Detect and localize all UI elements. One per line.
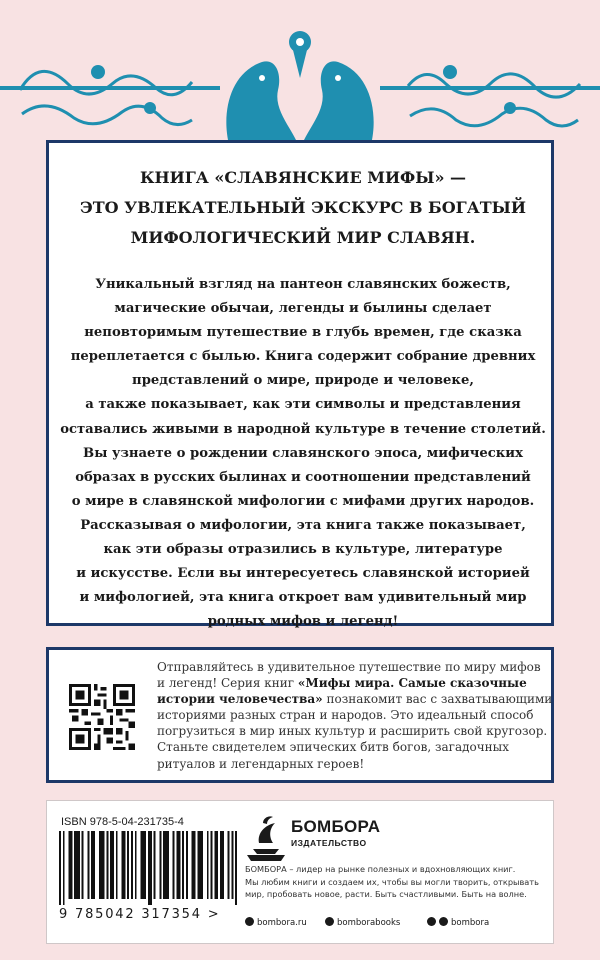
promo-line (157, 675, 549, 691)
barcode-bar (110, 831, 112, 899)
barcode-bar (116, 831, 118, 899)
barcode-bar (91, 831, 93, 899)
barcode-bar (167, 831, 169, 899)
vk-icon (427, 917, 436, 926)
barcode-bar (74, 831, 76, 899)
barcode-bar (76, 831, 78, 899)
isbn-label: ISBN 978-5-04-231735-4 (61, 816, 184, 828)
text-line: Вы узнаете о рождении славянского эпоса, мифических (83, 445, 523, 461)
barcode-bar (165, 831, 167, 899)
barcode-bar (68, 831, 70, 899)
barcode-bar (154, 831, 156, 899)
barcode-bar (106, 831, 108, 899)
barcode-digits: 9 785042 317354 > (59, 907, 221, 922)
promo-line: Отправляйтесь в удивительное путешествие по миру мифов (157, 660, 541, 674)
text-line: магические обычаи, легенды и былины сделает (114, 301, 492, 317)
qr-code-icon[interactable] (69, 684, 135, 750)
barcode-bar (220, 831, 222, 899)
social-link-vk-telegram[interactable] (427, 917, 489, 928)
barcode-bar (112, 831, 114, 899)
barcode-bar (199, 831, 201, 899)
publisher-description (245, 863, 545, 901)
barcode-bar (222, 831, 224, 899)
barcode-bar (228, 831, 230, 899)
text-line: о мире в славянской мифологии с мифами других народов. (71, 493, 535, 509)
series-promo-text (157, 659, 553, 772)
title-line: КНИГА «СЛАВЯНСКИЕ МИФЫ» — (139, 168, 467, 187)
bombora-logo-icon (245, 815, 287, 861)
text-line: оставались живыми в народной культуре в течение столетий. (60, 421, 546, 437)
barcode-bar (127, 831, 129, 899)
barcode-bar (78, 831, 80, 899)
barcode-bar (101, 831, 103, 899)
publisher-line: мир, пробовать новое, расти. Быть счастливыми. Быть на волне. (245, 889, 527, 899)
publisher-info-box (46, 800, 554, 944)
barcode-bar (163, 831, 165, 899)
text-line: образах в русских былинах и соотношении представлений (75, 469, 531, 485)
social-link-site[interactable] (245, 917, 307, 928)
text-line: Рассказывая о мифологии, эта книга также показывает, (80, 517, 526, 533)
barcode-icon (59, 831, 239, 905)
barcode-bar (201, 831, 203, 899)
barcode-bar (140, 831, 142, 899)
main-title (49, 163, 557, 253)
title-line: МИФОЛОГИЧЕСКИЙ МИР СЛАВЯН. (130, 228, 476, 247)
barcode-bar (186, 831, 188, 899)
barcode-bar (63, 831, 65, 905)
globe-icon (245, 917, 254, 926)
barcode-bar (87, 831, 89, 899)
series-promo-box (46, 647, 554, 783)
barcode-bar (142, 831, 144, 899)
social-link-label: bombora.ru (257, 918, 307, 928)
barcode-bar (123, 831, 125, 899)
barcode-bar (211, 831, 213, 899)
barcode-bar (235, 831, 237, 905)
promo-line: погрузиться в мир иных культур и расширить свой кругозор. (157, 724, 548, 739)
barcode-bar (159, 831, 161, 899)
text-line: представлений о мире, природе и человеке, (132, 373, 474, 389)
barcode-bar (182, 831, 184, 899)
publisher-line: Мы любим книги и создаем их, чтобы вы могли творить, открывать (245, 876, 539, 887)
promo-line: ритуалов и легендарных героев! (157, 756, 365, 771)
instagram-icon (325, 917, 334, 926)
barcode-bar (70, 831, 72, 899)
slavic-beasts-ornament-icon (0, 28, 600, 140)
text-line: а также показывает, как эти символы и представления (85, 397, 521, 413)
publisher-subtitle: ИЗДАТЕЛЬСТВО (291, 838, 367, 848)
text-line: переплетается с былью. Книга содержит собрание древних (70, 349, 536, 365)
barcode-bar (103, 831, 105, 899)
text-line: родных мифов и легенд! (207, 614, 399, 630)
main-description-text (49, 273, 557, 634)
text-line: Уникальный взгляд на пантеон славянских божеств, (95, 277, 511, 292)
text-line: и искусстве. Если вы интересуетесь славянской историей (76, 566, 530, 582)
text-line: и мифологией, эта книга откроет вам удивительный мир (79, 590, 527, 606)
promo-line: историями разных стран и народов. Это идеальный способ (157, 708, 534, 723)
barcode-bar (59, 831, 61, 905)
main-description-box (46, 140, 554, 630)
promo-line (157, 691, 553, 707)
series-title-part: истории человечества» (157, 692, 323, 707)
barcode-bar (216, 831, 218, 899)
publisher-line: БОМБОРА – лидер на рынке полезных и вдохновляющих книг. (245, 864, 516, 874)
barcode-bar (150, 831, 152, 905)
barcode-bar (176, 831, 178, 899)
telegram-icon (439, 917, 448, 926)
promo-text-part: и легенд! Серия книг (157, 676, 298, 691)
barcode-bar (148, 831, 150, 905)
promo-line: Станьте свидетелем эпических битв богов, загадочных (157, 740, 509, 755)
barcode-bar (93, 831, 95, 899)
barcode-bar (173, 831, 175, 899)
publisher-name: БОМБОРА (291, 817, 381, 836)
barcode-bar (144, 831, 146, 899)
title-line: ЭТО УВЛЕКАТЕЛЬНЫЙ ЭКСКУРС В БОГАТЫЙ (80, 198, 526, 217)
text-line: как эти образы отразились в культуре, литературе (103, 542, 503, 558)
barcode-bar (122, 831, 124, 899)
barcode-bar (135, 831, 137, 899)
social-link-label: bomborabooks (337, 918, 401, 928)
barcode-bar (197, 831, 199, 899)
barcode-bar (99, 831, 101, 899)
promo-text-part: познакомит вас с захватывающими (322, 692, 553, 707)
barcode-bar (207, 831, 209, 899)
barcode-bar (131, 831, 133, 899)
series-title-part: «Мифы мира. Самые сказочные (297, 676, 527, 691)
text-line: неповторимым путешествие в глубь времен, где сказка (84, 325, 522, 341)
barcode-bar (178, 831, 180, 899)
barcode-bar (192, 831, 194, 899)
barcode-bar (214, 831, 216, 899)
social-link-label: bombora (451, 918, 490, 928)
barcode-bar (231, 831, 233, 899)
barcode-bar (82, 831, 84, 899)
barcode-bar (194, 831, 196, 899)
social-link-instagram[interactable] (325, 917, 400, 928)
